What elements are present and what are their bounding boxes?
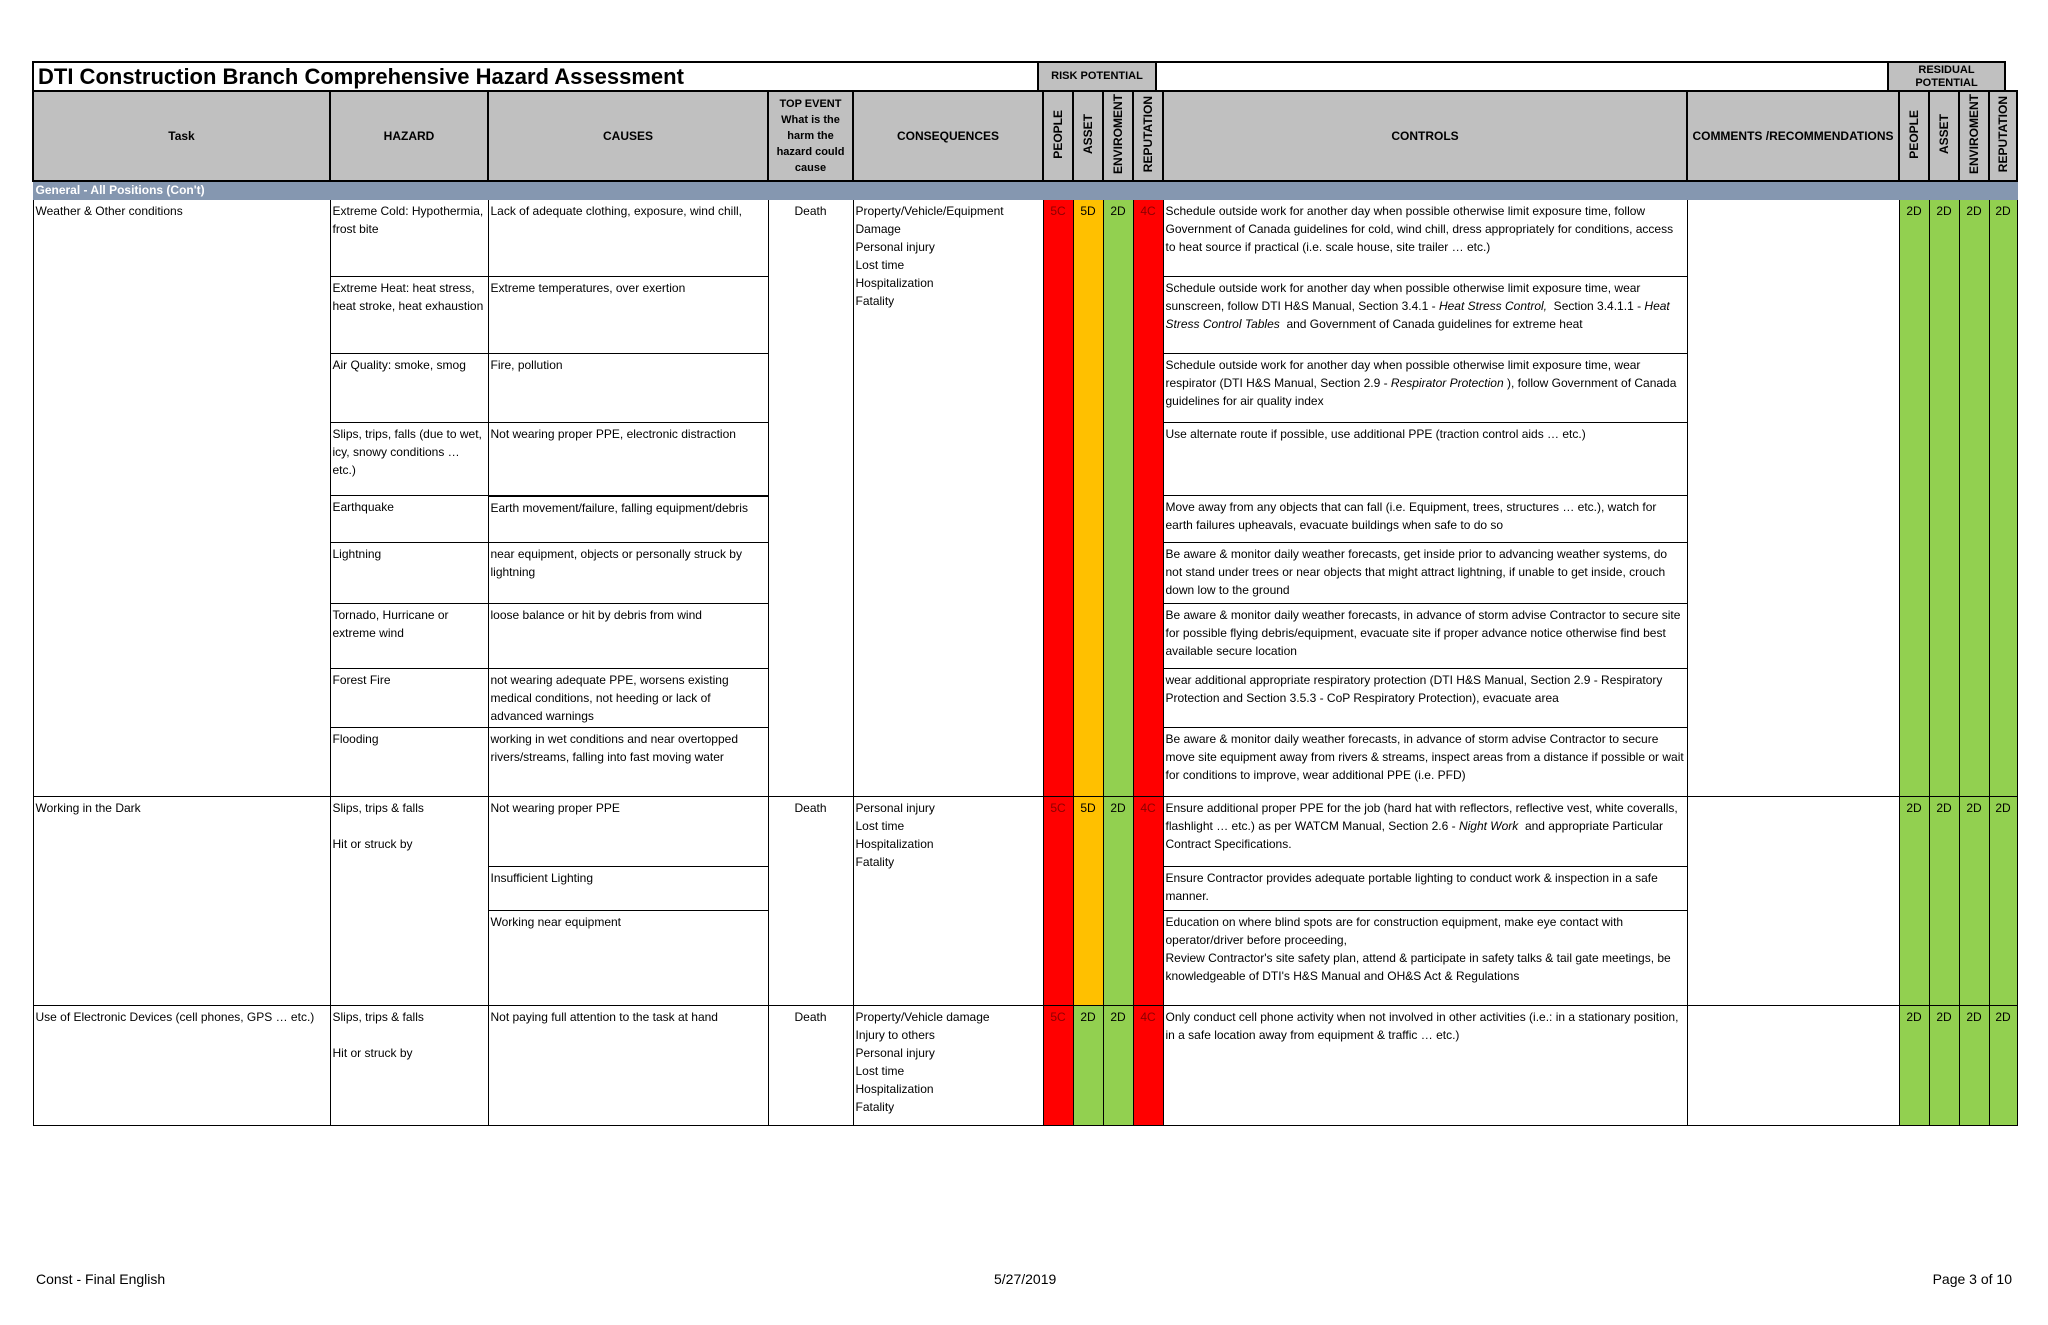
residual-people-badge: 2D [1899,1006,1929,1126]
col-residual-asset: ASSET [1929,91,1959,181]
sheet-title-row [32,61,2006,92]
col-risk-reputation: REPUTATION [1133,91,1163,181]
hazard-cell: Lightning [330,543,488,604]
task-cell: Use of Electronic Devices (cell phones, GPS … etc.) [33,1006,330,1126]
col-top-event: TOP EVENT What is the harm the hazard could cause [768,91,853,181]
risk-asset-badge: 2D [1073,1006,1103,1126]
col-residual-people: PEOPLE [1899,91,1929,181]
consequence-item: Personal injury [855,240,935,255]
risk-potential-header: RISK POTENTIAL [1037,61,1157,92]
causes-cell: Not wearing proper PPE [488,797,768,867]
hazard-table [32,90,2018,1126]
risk-people-badge: 5C [1043,797,1073,1006]
table-row [33,797,2017,867]
task-cell: Working in the Dark [33,797,330,1006]
hazard-cell: Tornado, Hurricane or extreme wind [330,604,488,669]
consequence-item: Lost time [855,1064,905,1079]
controls-cell: Only conduct cell phone activity when not involved in other activities (i.e.: in a stationary position, in a safe location away from equipment & traffic … etc.) [1163,1006,1687,1126]
consequence-item: Property/Vehicle/Equipment Damage [855,204,1004,237]
causes-cell: loose balance or hit by debris from wind [488,604,768,669]
residual-environment-badge: 2D [1959,1006,1989,1126]
comments-cell [1687,797,1899,1006]
controls-cell: Schedule outside work for another day when possible otherwise limit exposure time, wear sunscreen, follow DTI H&S Manual, Section 3.4.1 - Heat Stress Control, Section 3.4.1.1 - Heat Stress Control Tables and Government of Canada guidelines for extreme heat [1163,277,1687,354]
controls-cell: Ensure additional proper PPE for the job (hard hat with reflectors, reflective vest, white coveralls, flashlight … etc.) as per WATCM Manual, Section 2.6 - Night Work and appropriate Particular Contract Specifications. [1163,797,1687,867]
causes-cell: Extreme temperatures, over exertion [488,277,768,354]
section-label: General - All Positions (Con't) [33,181,2017,200]
causes-cell: Lack of adequate clothing, exposure, wind chill, [488,200,768,277]
page-title: DTI Construction Branch Comprehensive Hazard Assessment [32,61,1039,92]
causes-cell: not wearing adequate PPE, worsens existing medical conditions, not heeding or lack of advanced warnings [488,669,768,728]
consequences-cell [853,797,1043,1006]
col-controls: CONTROLS [1163,91,1687,181]
table-row [33,1006,2017,1126]
hazard-cell: Air Quality: smoke, smog [330,354,488,423]
risk-people-badge: 5C [1043,200,1073,797]
consequence-item: Lost time [855,258,905,273]
residual-potential-header: RESIDUAL POTENTIAL [1887,61,2006,92]
residual-environment-badge: 2D [1959,797,1989,1006]
risk-environment-badge: 2D [1103,797,1133,1006]
col-comments: COMMENTS /RECOMMENDATIONS [1687,91,1899,181]
residual-people-badge: 2D [1899,797,1929,1006]
controls-cell: wear additional appropriate respiratory protection (DTI H&S Manual, Section 2.9 - Respiratory Protection and Section 3.5.3 - CoP Respiratory Protection), evacuate area [1163,669,1687,728]
controls-cell: Schedule outside work for another day when possible otherwise limit exposure time, wear respirator (DTI H&S Manual, Section 2.9 - Respirator Protection ), follow Government of Canada guidelines for air quality index [1163,354,1687,423]
col-risk-people: PEOPLE [1043,91,1073,181]
causes-cell: Not paying full attention to the task at hand [488,1006,768,1126]
causes-cell: Insufficient Lighting [488,867,768,911]
comments-cell [1687,1006,1899,1126]
top-event-cell: Death [768,1006,853,1126]
col-hazard: HAZARD [330,91,488,181]
footer-page-number: Page 3 of 10 [1932,1271,2012,1287]
residual-environment-badge: 2D [1959,200,1989,797]
controls-cell: Move away from any objects that can fall (i.e. Equipment, trees, structures … etc.), watch for earth failures upheavals, evacuate buildings when safe to do so [1163,496,1687,543]
col-risk-environment: ENVIROMENT [1103,91,1133,181]
consequence-item: Hospitalization [855,837,934,852]
risk-people-badge: 5C [1043,1006,1073,1126]
task-cell: Weather & Other conditions [33,200,330,797]
consequence-item: Fatality [855,294,895,309]
risk-asset-badge: 5D [1073,200,1103,797]
causes-cell: Not wearing proper PPE, electronic distraction [488,423,768,496]
residual-reputation-badge: 2D [1989,1006,2017,1126]
controls-cell: Education on where blind spots are for construction equipment, make eye contact with operator/driver before proceeding, Review Contractor's site safety plan, attend & participate in safety talks & tail gate meetings, be knowledgeable of DTI's H&S Manual and OH&S Act & Regulations [1163,911,1687,1006]
hazard-cell: Slips, trips & falls Hit or struck by [330,1006,488,1126]
risk-environment-badge: 2D [1103,1006,1133,1126]
residual-reputation-badge: 2D [1989,797,2017,1006]
causes-cell: Fire, pollution [488,354,768,423]
controls-cell: Be aware & monitor daily weather forecasts, get inside prior to advancing weather systems, do not stand under trees or near objects that might attract lightning, if unable to get inside, crouch down low to the ground [1163,543,1687,604]
controls-cell: Be aware & monitor daily weather forecasts, in advance of storm advise Contractor to secure site for possible flying debris/equipment, evacuate site if proper advance notice otherwise find best available secure location [1163,604,1687,669]
causes-cell: Working near equipment [488,911,768,1006]
residual-asset-badge: 2D [1929,200,1959,797]
causes-cell: near equipment, objects or personally struck by lightning [488,543,768,604]
controls-cell: Be aware & monitor daily weather forecasts, in advance of storm advise Contractor to secure move site equipment away from rivers & streams, inspect areas from a distance if possible or wait for conditions to improve, wear additional PPE (i.e. PFD) [1163,728,1687,797]
title-row-spacer [1155,61,1889,92]
controls-cell: Ensure Contractor provides adequate portable lighting to conduct work & inspection in a safe manner. [1163,867,1687,911]
footer-date: 5/27/2019 [994,1271,1057,1287]
consequence-item: Property/Vehicle damage [855,1010,990,1025]
hazard-cell: Extreme Cold: Hypothermia, frost bite [330,200,488,277]
causes-cell: Earth movement/failure, falling equipment/debris [488,496,768,543]
col-consequences: CONSEQUENCES [853,91,1043,181]
consequence-item: Hospitalization [855,1082,934,1097]
col-causes: CAUSES [488,91,768,181]
consequence-item: Personal injury [855,1046,935,1061]
col-task: Task [33,91,330,181]
hazard-cell: Slips, trips, falls (due to wet, icy, snowy conditions … etc.) [330,423,488,496]
risk-asset-badge: 5D [1073,797,1103,1006]
comments-cell [1687,200,1899,797]
controls-cell: Schedule outside work for another day when possible otherwise limit exposure time, follow Government of Canada guidelines for cold, wind chill, dress appropriately for conditions, access to heat source if practical (i.e. scale house, site trailer … etc.) [1163,200,1687,277]
consequences-cell [853,200,1043,797]
consequence-item: Lost time [855,819,905,834]
hazard-cell: Earthquake [330,496,488,543]
consequences-cell [853,1006,1043,1126]
col-risk-asset: ASSET [1073,91,1103,181]
top-event-cell: Death [768,797,853,1006]
hazard-cell: Forest Fire [330,669,488,728]
risk-reputation-badge: 4C [1133,797,1163,1006]
col-residual-reputation: REPUTATION [1989,91,2017,181]
hazard-cell: Flooding [330,728,488,797]
causes-cell: working in wet conditions and near overtopped rivers/streams, falling into fast moving water [488,728,768,797]
controls-cell: Use alternate route if possible, use additional PPE (traction control aids … etc.) [1163,423,1687,496]
footer-left: Const - Final English [36,1271,166,1287]
col-residual-environment: ENVIROMENT [1959,91,1989,181]
table-row [33,200,2017,277]
hazard-cell: Extreme Heat: heat stress, heat stroke, heat exhaustion [330,277,488,354]
consequence-item: Personal injury [855,801,935,816]
risk-reputation-badge: 4C [1133,200,1163,797]
consequence-item: Hospitalization [855,276,934,291]
residual-reputation-badge: 2D [1989,200,2017,797]
consequence-item: Injury to others [855,1028,935,1043]
hazard-cell: Slips, trips & falls Hit or struck by [330,797,488,1006]
top-event-cell: Death [768,200,853,797]
risk-environment-badge: 2D [1103,200,1133,797]
consequence-item: Fatality [855,855,895,870]
residual-asset-badge: 2D [1929,797,1959,1006]
residual-people-badge: 2D [1899,200,1929,797]
section-row [33,181,2017,200]
residual-asset-badge: 2D [1929,1006,1959,1126]
risk-reputation-badge: 4C [1133,1006,1163,1126]
consequence-item: Fatality [855,1100,895,1115]
column-header-row [33,91,2017,181]
hazard-assessment-sheet [32,61,2011,1126]
